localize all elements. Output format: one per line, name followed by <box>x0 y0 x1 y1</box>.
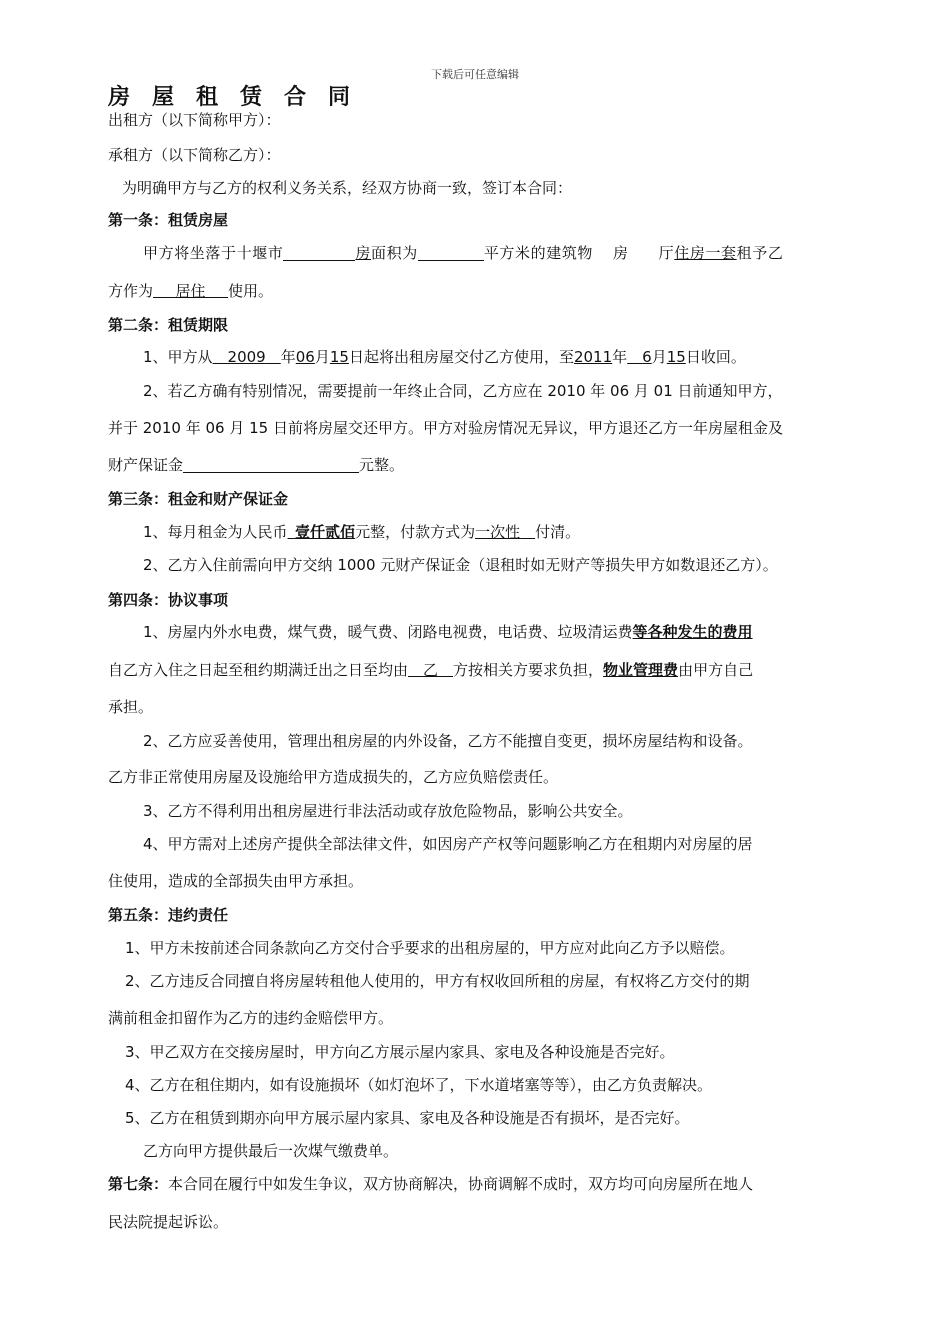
payment-method: 一次性 <box>475 523 521 541</box>
article-3-heading: 第三条：租金和财产保证金 <box>108 490 289 508</box>
article-5-para-2-line-2: 满前租金扣留作为乙方的违约金赔偿甲方。 <box>108 1009 394 1027</box>
text: 1、每月租金为人民币 <box>143 523 288 541</box>
article-5-heading: 第五条：违约责任 <box>108 906 229 924</box>
text: 等各种发生的费用 <box>632 623 753 641</box>
intro-line: 为明确甲方与乙方的权利义务关系，经双方协商一致，签订本合同： <box>122 179 573 197</box>
article-2-para-1 <box>143 347 873 367</box>
article-7-line-2: 民法院提起诉讼。 <box>108 1213 229 1231</box>
article-5-para-5: 5、乙方在租赁到期亦向甲方展示屋内家具、家电及各种设施是否有损坏，是否完好。 <box>125 1109 690 1127</box>
text: 财产保证金 <box>108 456 184 474</box>
article-4-para-3: 3、乙方不得利用出租房屋进行非法活动或存放危险物品，影响公共安全。 <box>143 802 633 820</box>
article-5-para-6: 乙方向甲方提供最后一次煤气缴费单。 <box>143 1142 399 1160</box>
article-2-para-2-line-1: 2、若乙方确有特别情况，需要提前一年终止合同，乙方应在 2010 年 06 月 01 日前通知甲方， <box>143 382 783 400</box>
article-5-para-2-line-1: 2、乙方违反合同擅自将房屋转租他人使用的，甲方有权收回所租的房屋，有权将乙方交付的期 <box>125 972 750 990</box>
text: 月 <box>314 348 330 366</box>
text: 年 <box>280 348 296 366</box>
article-7-heading: 第七条： <box>108 1175 169 1193</box>
text: 元整，付款方式为 <box>355 523 476 541</box>
article-4-para-4-line-1: 4、甲方需对上述房产提供全部法律文件，如因房产产权等问题影响乙方在租期内对房屋的居 <box>143 835 753 853</box>
text: 租予乙 <box>736 244 784 262</box>
text: 厅 <box>658 244 675 262</box>
text: 房 <box>355 244 372 262</box>
text: 自乙方入住之日起至租约期满迁出之日至均由 <box>108 661 409 679</box>
article-1-heading: 第一条：租赁房屋 <box>108 211 229 229</box>
article-5-para-3: 3、甲乙双方在交接房屋时，甲方向乙方展示屋内家具、家电及各种设施是否完好。 <box>125 1043 675 1061</box>
article-1-line-2 <box>108 281 838 301</box>
text: 元整。 <box>359 456 405 474</box>
lessee-line: 承租方（以下简称乙方）： <box>108 146 281 164</box>
text: 房 <box>613 244 629 262</box>
article-4-para-2-line-2: 乙方非正常使用房屋及设施给甲方造成损失的，乙方应负赔偿责任。 <box>108 768 559 786</box>
text: 面积为 <box>371 244 418 262</box>
lessor-line: 出租方（以下简称甲方）： <box>108 111 281 129</box>
text: 物业管理费 <box>603 661 679 679</box>
article-4-para-1-line-2 <box>108 660 838 680</box>
header-note: 下载后可任意编辑 <box>431 68 519 81</box>
text: 方作为 <box>108 282 154 300</box>
text: 由甲方自己 <box>678 661 754 679</box>
end-day: 15 <box>666 348 686 366</box>
article-3-para-2: 2、乙方入住前需向甲方交纳 1000 元财产保证金（退租时如无财产等损失甲方如数退还乙方）。 <box>143 556 778 574</box>
article-1-line-1 <box>143 243 873 263</box>
article-7-line-1 <box>108 1174 838 1194</box>
contract-title: 房屋租赁合同 <box>108 85 373 110</box>
text: 平方米的建筑物 <box>483 244 594 262</box>
article-4-para-1-line-3: 承担。 <box>108 698 154 716</box>
start-month: 06 <box>295 348 315 366</box>
blank-field <box>283 244 355 261</box>
article-4-para-1-line-1 <box>143 622 873 642</box>
article-2-heading: 第二条：租赁期限 <box>108 316 229 334</box>
start-day: 15 <box>329 348 349 366</box>
rent-amount: 壹仟贰佰 <box>295 523 356 541</box>
end-month: 6 <box>642 348 652 366</box>
party-field: 乙 <box>423 661 439 679</box>
text: 使用。 <box>228 282 274 300</box>
article-4-para-2-line-1: 2、乙方应妥善使用，管理出租房屋的内外设备，乙方不能擅自变更，损坏房屋结构和设备。 <box>143 732 753 750</box>
text: 1、房屋内外水电费，煤气费，暖气费、闭路电视费，电话费、垃圾清运费 <box>143 623 633 641</box>
text: 日起将出租房屋交付乙方使用，至 <box>348 348 574 366</box>
article-5-para-1: 1、甲方未按前述合同条款向乙方交付合乎要求的出租房屋的，甲方应对此向乙方予以赔偿。 <box>125 939 735 957</box>
text: 年 <box>612 348 628 366</box>
blank-field <box>418 244 484 261</box>
use-field: 居住 <box>175 282 206 300</box>
text: 付清。 <box>535 523 581 541</box>
article-3-para-1 <box>143 522 873 542</box>
text: 方按相关方要求负担， <box>453 661 604 679</box>
article-4-heading: 第四条：协议事项 <box>108 591 229 609</box>
article-2-para-2-line-2: 并于 2010 年 06 月 15 日前将房屋交还甲方。甲方对验房情况无异议，甲方退还乙方一年房屋租金及 <box>108 419 783 437</box>
text: 本合同在履行中如发生争议，双方协商解决，协商调解不成时，双方均可向房屋所在地人 <box>168 1175 754 1193</box>
text: 月 <box>651 348 667 366</box>
article-2-para-2-line-3 <box>108 455 838 475</box>
start-year: 2009 <box>227 348 266 366</box>
article-4-para-4-line-2: 住使用，造成的全部损失由甲方承担。 <box>108 872 364 890</box>
article-5-para-4: 4、乙方在租住期内，如有设施损坏（如灯泡坏了，下水道堵塞等等），由乙方负责解决。 <box>125 1076 713 1094</box>
blank-field <box>183 456 359 473</box>
text: 日收回。 <box>685 348 746 366</box>
text: 1、甲方从 <box>143 348 213 366</box>
text: 住房一套 <box>674 244 737 262</box>
end-year: 2011 <box>573 348 613 366</box>
text: 甲方将坐落于十堰市 <box>143 244 284 262</box>
